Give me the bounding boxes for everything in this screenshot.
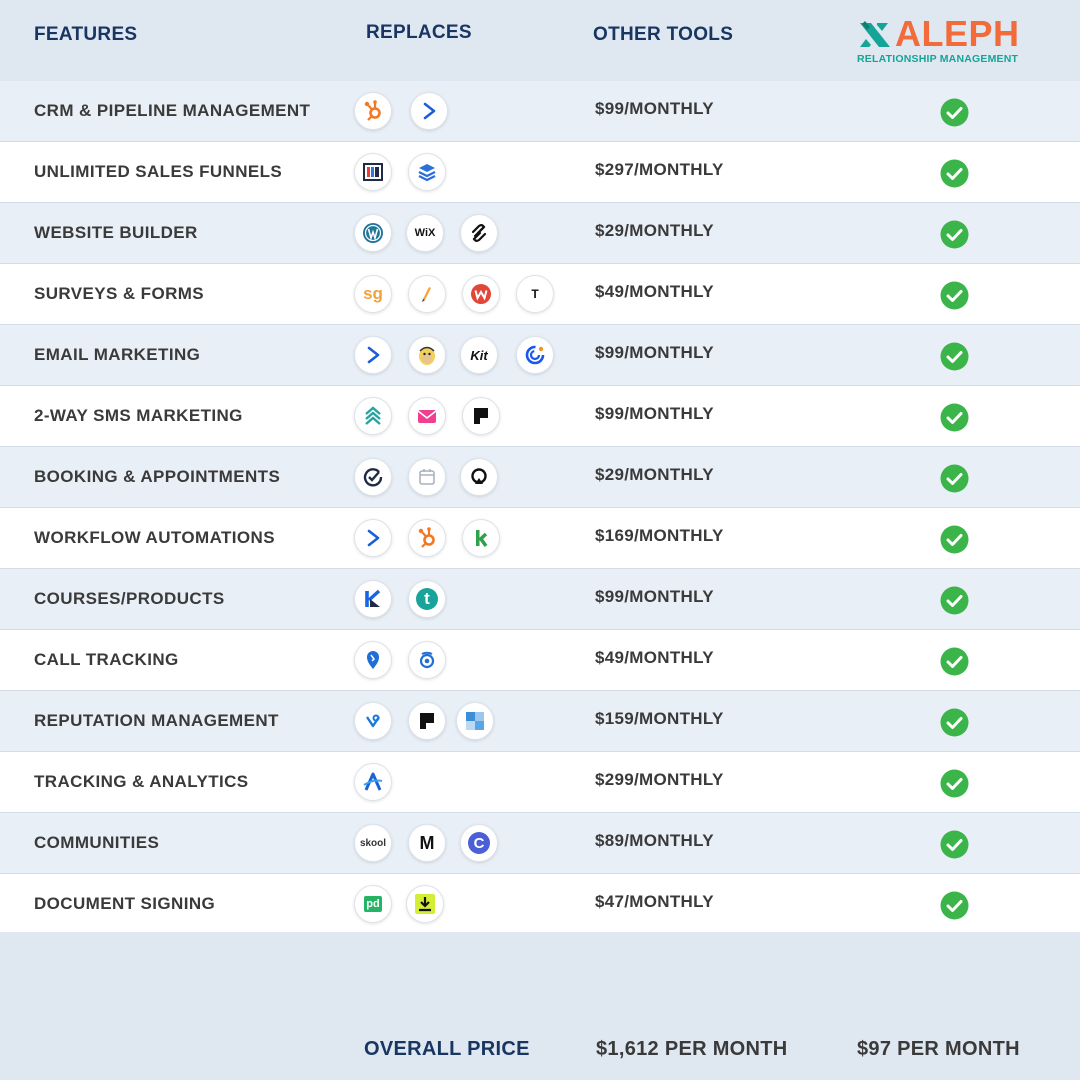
podium-icon (462, 397, 500, 435)
table-row (0, 325, 1080, 386)
hubspot-icon (408, 519, 446, 557)
check-icon (940, 464, 969, 493)
feature-label: CRM & PIPELINE MANAGEMENT (34, 101, 311, 120)
other-tools-price: $297/MONTHLY (595, 160, 724, 179)
other-tools-price: $49/MONTHLY (595, 282, 714, 301)
table-row (0, 813, 1080, 874)
mighty-networks-icon (408, 824, 446, 862)
kajabi-icon (354, 580, 392, 618)
jotform-icon (408, 275, 446, 313)
table-row (0, 569, 1080, 630)
check-icon (940, 220, 969, 249)
other-tools-price: $299/MONTHLY (595, 770, 724, 789)
grade-us-icon (456, 702, 494, 740)
table-row (0, 386, 1080, 447)
replaces-column-header: REPLACES (366, 22, 472, 43)
wix-icon (406, 214, 444, 252)
feature-label: COMMUNITIES (34, 833, 160, 852)
feature-label: COURSES/PRODUCTS (34, 589, 225, 608)
other-tools-price: $49/MONTHLY (595, 648, 714, 667)
skool-icon (354, 824, 392, 862)
feature-label: BOOKING & APPOINTMENTS (34, 467, 281, 486)
feature-label: WEBSITE BUILDER (34, 223, 198, 242)
other-tools-column-header: OTHER TOOLS (593, 24, 734, 45)
keap-icon (462, 519, 500, 557)
check-icon (940, 281, 969, 310)
activecampaign-icon (354, 336, 392, 374)
table-row (0, 142, 1080, 203)
table-row (0, 447, 1080, 508)
check-icon (940, 708, 969, 737)
check-icon (940, 647, 969, 676)
birdeye-icon (354, 702, 392, 740)
check-icon (940, 403, 969, 432)
wufoo-icon (462, 275, 500, 313)
table-row (0, 81, 1080, 142)
acuity-icon (460, 458, 498, 496)
table-row (0, 691, 1080, 752)
overall-price-label: OVERALL PRICE (364, 1038, 530, 1060)
features-column-header: FEATURES (34, 24, 138, 45)
surveygizmo-icon (354, 275, 392, 313)
table-row (0, 203, 1080, 264)
envelope-icon (408, 397, 446, 435)
kit-icon (460, 336, 498, 374)
other-tools-price: $89/MONTHLY (595, 831, 714, 850)
squarespace-icon (460, 214, 498, 252)
comparison-table (0, 81, 1080, 935)
check-icon (940, 891, 969, 920)
typeform-text: T (531, 287, 539, 301)
mighty-networks-text: M (419, 832, 435, 853)
feature-label: UNLIMITED SALES FUNNELS (34, 162, 283, 181)
teachable-text: t (424, 589, 430, 608)
other-tools-price: $99/MONTHLY (595, 404, 714, 423)
other-tools-price: $159/MONTHLY (595, 709, 724, 728)
kit-text: Kit (470, 347, 488, 363)
feature-label: SURVEYS & FORMS (34, 284, 205, 303)
table-row (0, 630, 1080, 691)
totals-footer (0, 932, 1080, 1080)
teachable-icon (408, 580, 446, 618)
activecampaign-icon (354, 519, 392, 557)
aleph-total: $97 PER MONTH (857, 1038, 1020, 1060)
calendly-icon (354, 458, 392, 496)
check-icon (940, 586, 969, 615)
wix-text: WiX (414, 227, 436, 239)
circle-text: C (473, 834, 485, 852)
hubspot-icon (354, 92, 392, 130)
table-row (0, 508, 1080, 569)
mailchimp-icon (408, 336, 446, 374)
other-tools-price: $47/MONTHLY (595, 892, 714, 911)
circle-icon (460, 824, 498, 862)
other-tools-price: $29/MONTHLY (595, 465, 714, 484)
sms-stack-icon (354, 397, 392, 435)
check-icon (940, 159, 969, 188)
check-icon (940, 525, 969, 554)
pandadoc-icon (354, 885, 392, 923)
aleph-logo (857, 13, 1037, 67)
brand-name: ALEPH (895, 13, 1020, 54)
other-tools-total: $1,612 PER MONTH (596, 1038, 788, 1060)
pandadoc-text: pd (366, 898, 380, 910)
analytics-icon (354, 763, 392, 801)
feature-label: EMAIL MARKETING (34, 345, 201, 364)
skool-text: skool (359, 837, 387, 849)
surveygizmo-text: sg (363, 284, 383, 303)
feature-label: WORKFLOW AUTOMATIONS (34, 528, 275, 547)
other-tools-price: $169/MONTHLY (595, 526, 724, 545)
feature-label: REPUTATION MANAGEMENT (34, 711, 279, 730)
constant-contact-icon (516, 336, 554, 374)
leadpages-icon (408, 153, 446, 191)
feature-label: CALL TRACKING (34, 650, 179, 669)
other-tools-price: $29/MONTHLY (595, 221, 714, 240)
calltrackingmetrics-icon (408, 641, 446, 679)
table-row (0, 264, 1080, 325)
typeform-icon (516, 275, 554, 313)
feature-label: TRACKING & ANALYTICS (34, 772, 249, 791)
check-icon (940, 342, 969, 371)
clickfunnels-icon (354, 153, 392, 191)
check-icon (940, 830, 969, 859)
other-tools-price: $99/MONTHLY (595, 99, 714, 118)
table-header (0, 0, 1080, 81)
check-icon (940, 769, 969, 798)
other-tools-price: $99/MONTHLY (595, 343, 714, 362)
callrail-icon (354, 641, 392, 679)
docusign-icon (406, 885, 444, 923)
check-icon (940, 98, 969, 127)
brand-tagline: RELATIONSHIP MANAGEMENT (857, 53, 1019, 65)
feature-label: 2-WAY SMS MARKETING (34, 406, 243, 425)
activecampaign-icon (410, 92, 448, 130)
table-row (0, 752, 1080, 813)
feature-label: DOCUMENT SIGNING (34, 894, 216, 913)
calendar-icon (408, 458, 446, 496)
other-tools-price: $99/MONTHLY (595, 587, 714, 606)
podium-icon (408, 702, 446, 740)
aleph-mark-icon (857, 19, 893, 51)
wordpress-icon (354, 214, 392, 252)
table-row (0, 874, 1080, 935)
